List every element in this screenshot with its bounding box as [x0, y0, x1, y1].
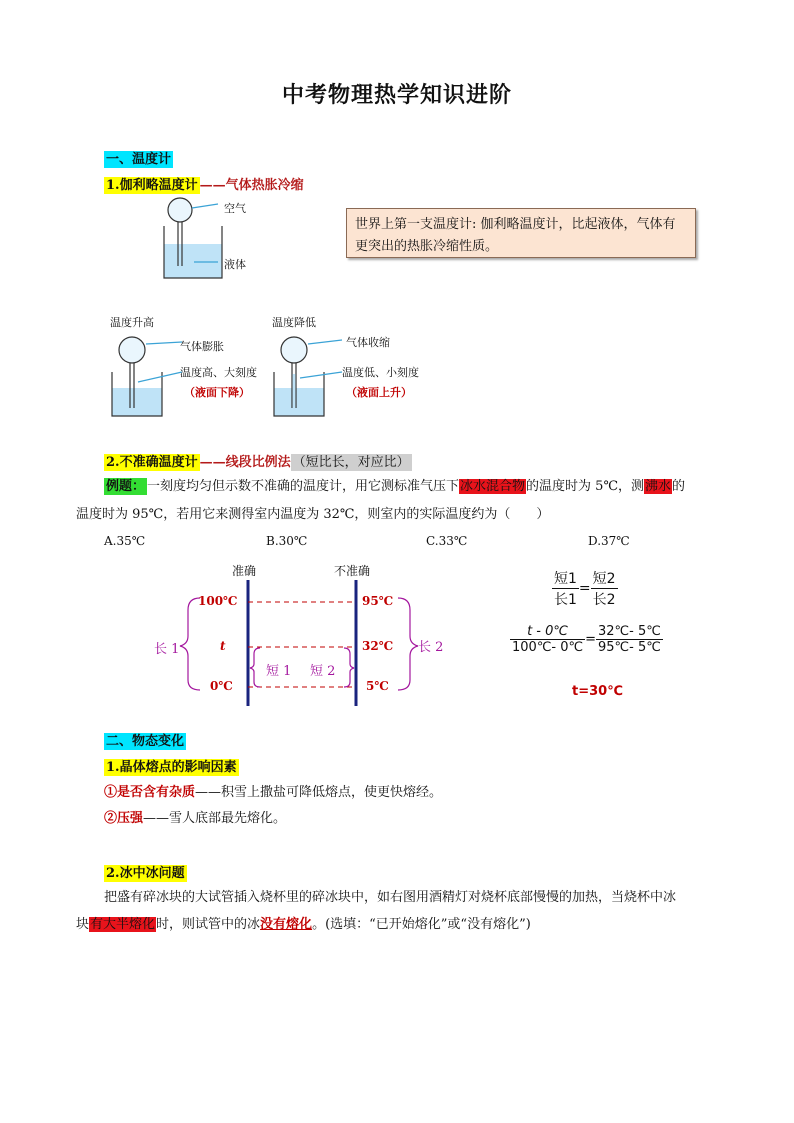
factor-key: ②压强 — [104, 811, 144, 826]
left-val-100: 100℃ — [198, 594, 238, 608]
choice-b: B.30℃ — [266, 534, 308, 548]
choice-c: C.33℃ — [426, 534, 468, 548]
factor-text: ——积雪上撒盐可降低熔点，使更快熔经。 — [195, 785, 443, 800]
subheading-inaccurate — [104, 451, 412, 470]
ice-para-line-2 — [76, 913, 726, 937]
subheading-ice-in-ice — [104, 862, 187, 881]
left-val-t: t — [220, 639, 226, 653]
page-title: 中考物理热学知识进阶 — [281, 82, 512, 108]
numerator: 32℃- 5℃ — [598, 624, 661, 639]
right-val-5: 5℃ — [366, 679, 389, 693]
gas-expand-label: 气体膨胀 — [180, 340, 224, 353]
galileo-thermometer-diagram — [150, 196, 270, 282]
para-text: 时，则试管中的冰 — [156, 917, 261, 932]
fraction-right — [596, 624, 663, 655]
subheading-label: 2.不准确温度计 — [106, 455, 198, 470]
long-1-label: 长 1 — [154, 642, 180, 657]
boiling-water: 沸水 — [645, 479, 672, 494]
factor-pressure — [104, 807, 286, 831]
subheading-galileo — [104, 174, 304, 193]
example-text-2: 的温度时为 5℃，测 — [526, 479, 644, 494]
thermometer-rising-diagram — [108, 330, 188, 418]
subheading-melting-factors — [104, 756, 239, 775]
subheading-detail: 线段比例法 — [225, 455, 291, 470]
right-val-95: 95℃ — [362, 594, 394, 608]
example-tag: 例题： — [106, 479, 146, 494]
para-text: 块 — [76, 917, 90, 932]
choice-d: D.37℃ — [588, 534, 630, 548]
level-up-label: （液面上升） — [346, 386, 412, 399]
fraction-left — [552, 568, 579, 609]
section-heading-thermometer — [104, 148, 173, 167]
long-2-label: 长 2 — [418, 640, 444, 655]
fraction-right — [591, 568, 618, 609]
factor-key: ①是否含有杂质 — [104, 785, 196, 800]
example-line-1 — [104, 475, 724, 499]
short-2-label: 短 2 — [310, 664, 336, 679]
inaccurate-label: 不准确 — [334, 564, 371, 578]
numerator: 短1 — [552, 568, 579, 589]
left-val-0: 0℃ — [210, 679, 233, 693]
numerator: 短2 — [591, 568, 618, 589]
section-heading-phase — [104, 730, 186, 749]
formula-substituted — [510, 624, 663, 655]
scale-diagram — [150, 576, 450, 710]
subheading-dash: —— — [199, 455, 226, 470]
section-heading-text: 一、温度计 — [106, 152, 172, 167]
choice-a: A.35℃ — [104, 534, 146, 548]
ice-water-mixture: 冰水混合物 — [460, 479, 526, 494]
level-down-label: （液面下降） — [184, 386, 250, 399]
denominator: 长1 — [554, 592, 577, 608]
answer-blank: 没有熔化 — [260, 917, 313, 932]
subheading-label: 2.冰中冰问题 — [106, 866, 185, 881]
ice-para-line-1: 把盛有碎冰块的大试管插入烧杯里的碎冰块中，如右图用酒精灯对烧杯底部慢慢的加热，当烧杯中冰 — [104, 890, 677, 905]
thermometer-falling-diagram — [270, 330, 350, 418]
subheading-dash: —— — [199, 178, 226, 193]
note-box: 世界上第一支温度计: 伽利略温度计，比起液体，气体有更突出的热胀冷缩性质。 — [346, 208, 696, 258]
example-line-2: 温度时为 95℃，若用它来测得室内温度为 32℃，则室内的实际温度约为（ ） — [76, 507, 550, 522]
gas-shrink-label: 气体收缩 — [346, 336, 390, 349]
equals-sign: = — [585, 632, 597, 647]
majority-melted: 有大半熔化 — [90, 917, 156, 932]
formula-ratio — [552, 568, 618, 609]
air-label: 空气 — [224, 202, 246, 215]
liquid-label: 液体 — [224, 258, 246, 271]
diagram-left-title: 温度升高 — [110, 316, 154, 329]
denominator: 长2 — [592, 592, 616, 608]
subheading-label: 1.晶体熔点的影响因素 — [106, 760, 237, 775]
example-text-1: 一刻度均匀但示数不准确的温度计，用它测标准气压下 — [147, 479, 460, 494]
denominator: 95℃- 5℃ — [598, 640, 661, 655]
high-temp-label: 温度高、大刻度 — [180, 366, 257, 379]
factor-text: ——雪人底部最先熔化。 — [143, 811, 287, 826]
low-temp-label: 温度低、小刻度 — [342, 366, 419, 379]
subheading-label: 1.伽利略温度计 — [106, 178, 198, 193]
equals-sign: = — [578, 580, 591, 597]
subheading-hint: （短比长，对应比） — [292, 455, 410, 470]
answer-label: t=30℃ — [572, 684, 623, 699]
fraction-left — [510, 624, 585, 655]
diagram-right-title: 温度降低 — [272, 316, 316, 329]
right-val-32: 32℃ — [362, 639, 394, 653]
short-1-label: 短 1 — [266, 664, 292, 679]
example-text-3: 的 — [672, 479, 686, 494]
para-text: 。(选填：“已开始熔化”或“没有熔化”) — [312, 917, 531, 932]
accurate-label: 准确 — [232, 564, 257, 578]
denominator: 100℃- 0℃ — [512, 640, 584, 655]
numerator: t - 0℃ — [510, 624, 585, 640]
factor-impurity — [104, 781, 442, 805]
subheading-detail: 气体热胀冷缩 — [225, 178, 304, 193]
section-heading-text: 二、物态变化 — [106, 734, 185, 749]
